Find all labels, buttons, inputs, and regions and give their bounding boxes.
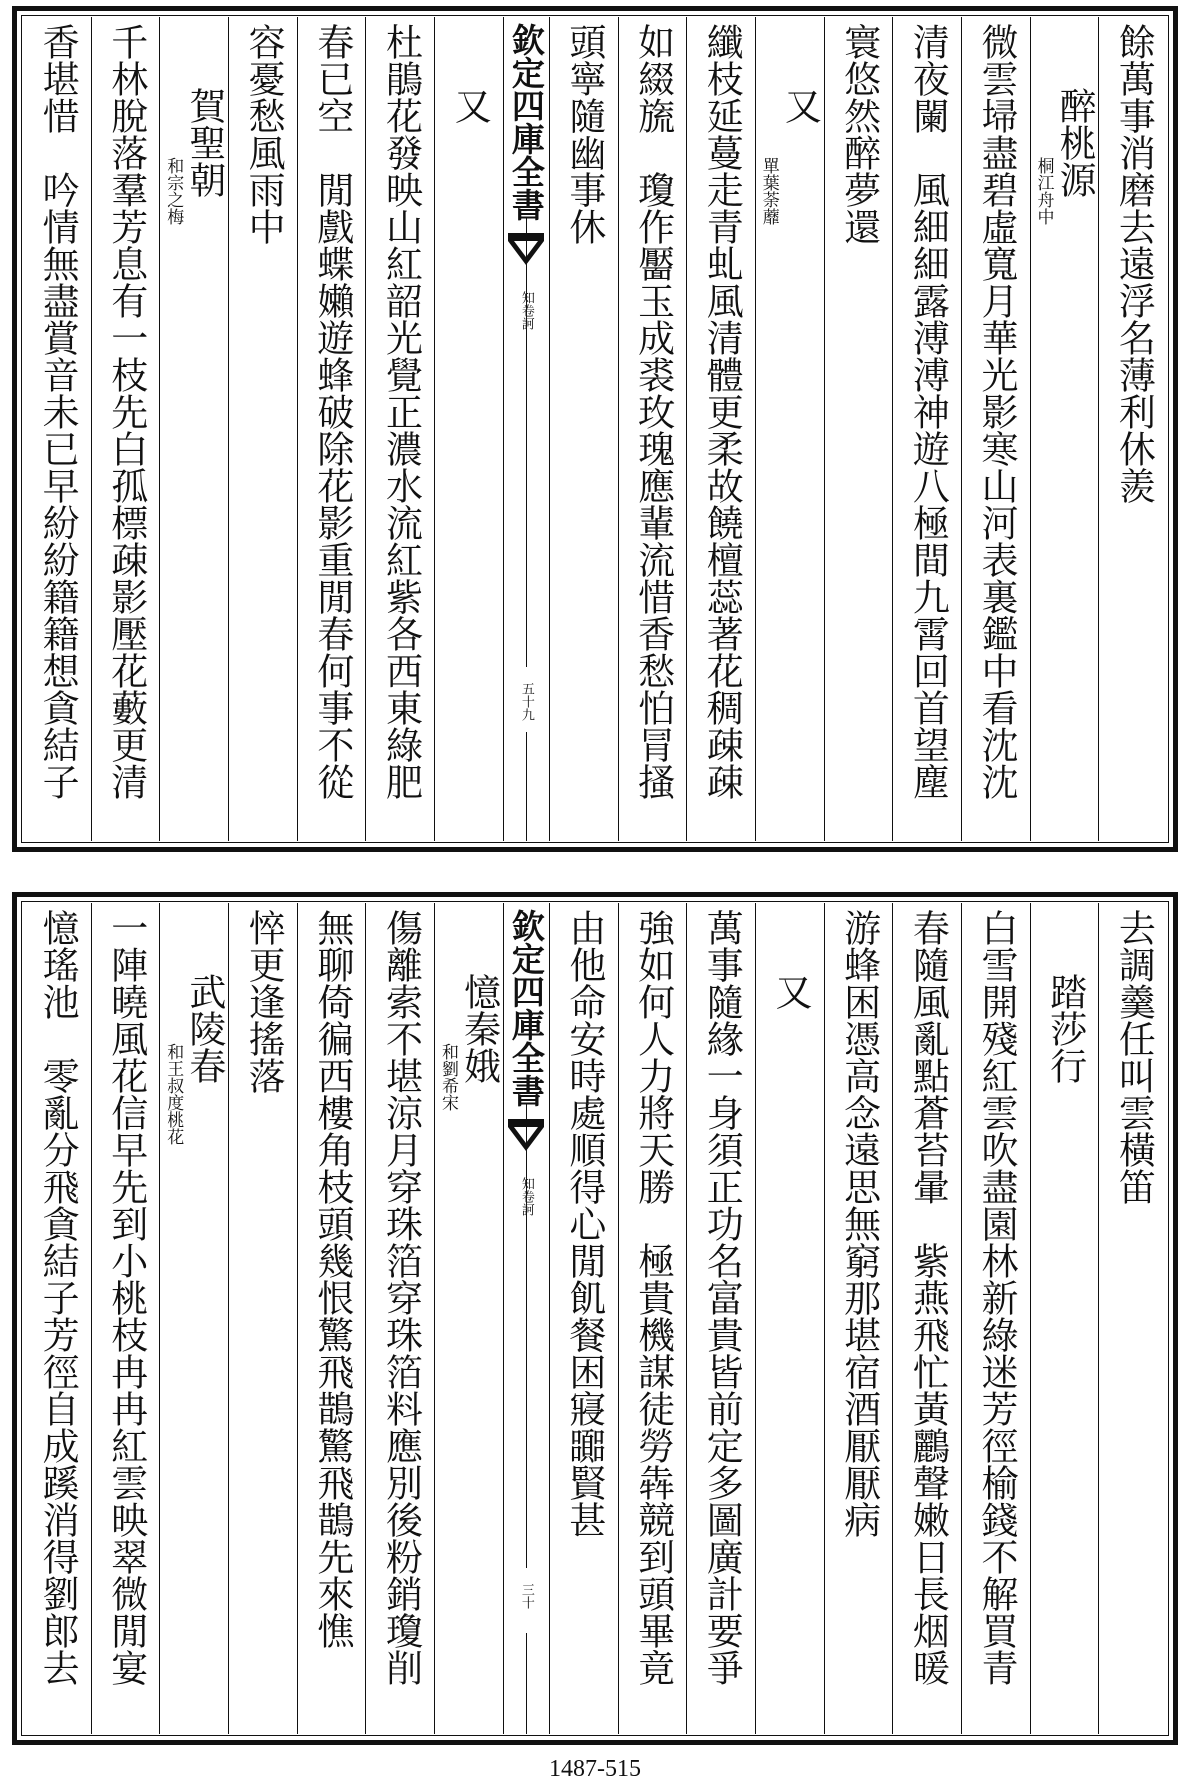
text-column	[549, 903, 618, 1734]
text-column	[686, 903, 755, 1734]
poem-line: 憶瑤池 零亂分飛貪結子芳徑自成蹊消得劉郎去	[36, 909, 80, 1686]
poem-line: 容憂愁風雨中	[242, 23, 286, 245]
text-column	[892, 903, 961, 1734]
text-column	[228, 903, 297, 1734]
text-column	[297, 903, 366, 1734]
poem-note: 桐江舟中	[1033, 157, 1054, 225]
text-column	[365, 903, 434, 1734]
poem-note: 單葉荼蘼	[758, 157, 779, 225]
poem-line: 寰悠然醉夢還	[837, 23, 881, 245]
gutter-page-number: 五十九	[518, 682, 534, 721]
poem-title: 武陵春	[182, 973, 226, 1084]
gutter-volume-label: 知卷訶	[518, 291, 534, 330]
poem-line: 由他命安時處順得心閒飢餐困寢嚻賢甚	[562, 909, 606, 1538]
page-footer-number: 1487-515	[549, 1756, 641, 1782]
center-gutter	[503, 903, 549, 1734]
poem-line: 白雪開殘紅雲吹盡園林新綠迷芳徑榆錢不解買青	[975, 909, 1019, 1686]
poem-line: 一陣曉風花信早先到小桃枝冉冉紅雲映翠微閒宴	[104, 909, 148, 1686]
text-column	[23, 17, 91, 841]
text-column	[618, 17, 687, 841]
text-column	[91, 903, 160, 1734]
poem-line: 香堪惜 吟情無盡賞音未已早紛紛籍籍想貪結子	[36, 23, 80, 800]
text-column	[1030, 17, 1099, 841]
text-column	[434, 903, 503, 1734]
gutter-rule	[526, 1103, 527, 1568]
text-column	[159, 903, 228, 1734]
gutter-rule	[526, 732, 527, 841]
text-column	[1098, 17, 1167, 841]
text-column	[549, 17, 618, 841]
poem-line: 餘萬事消磨去遠浮名薄利休羨	[1112, 23, 1156, 504]
poem-line: 如綴旒 瓊作靨玉成裘玫瑰應輩流惜香愁怕冐搔	[631, 23, 675, 800]
poem-title: 憶秦娥	[457, 973, 501, 1084]
text-column	[434, 17, 503, 841]
poem-line: 無聊倚徧西樓角枝頭幾恨驚飛鵲驚飛鵲先來憔	[310, 909, 354, 1649]
poem-line: 春已空 閒戲蝶嬾遊蜂破除花影重閒春何事不從	[310, 23, 354, 800]
text-column	[228, 17, 297, 841]
poem-line: 去調羹任叫雲橫笛	[1112, 909, 1156, 1205]
poem-line: 春隨風亂點蒼苔暈 紫燕飛忙黃鸝聲嫩日長烟暖	[906, 909, 950, 1686]
columns-bottom	[23, 903, 1167, 1734]
text-column	[365, 17, 434, 841]
text-column	[297, 17, 366, 841]
gutter-rule	[526, 1633, 527, 1734]
poem-line: 千林脫落羣芳息有一枝先白孤標疎影壓花藪更清	[104, 23, 148, 800]
text-column	[23, 903, 91, 1734]
text-column	[824, 17, 893, 841]
poem-line: 清夜闌 風細細露溥溥神遊八極間九霄回首望塵	[906, 23, 950, 800]
text-column	[1030, 903, 1099, 1734]
poem-note: 和宗之梅	[163, 157, 184, 225]
text-column	[824, 903, 893, 1734]
poem-note: 和劉希宋	[438, 1043, 459, 1111]
page-bottom	[12, 892, 1178, 1745]
gutter-page-number: 三十	[518, 1583, 534, 1609]
poem-note: 和王叔度桃花	[163, 1043, 184, 1145]
text-column	[1098, 903, 1167, 1734]
poem-title: 又	[778, 87, 822, 124]
columns-top	[23, 17, 1167, 841]
poem-line: 杜鵑花發映山紅韶光覺正濃水流紅紫各西東綠肥	[379, 23, 423, 800]
poem-line: 萬事隨緣一身須正功名富貴皆前定多圖廣計要爭	[700, 909, 744, 1686]
gutter-rule	[526, 217, 527, 667]
text-column	[755, 903, 824, 1734]
text-column	[91, 17, 160, 841]
text-column	[159, 17, 228, 841]
poem-line: 游蜂困憑高念遠思無窮那堪宿酒厭厭病	[837, 909, 881, 1538]
poem-title: 又	[768, 973, 812, 1010]
text-column	[961, 17, 1030, 841]
poem-title: 醉桃源	[1053, 87, 1097, 198]
text-column	[755, 17, 824, 841]
poem-line: 悴更逢搖落	[242, 909, 286, 1094]
poem-line: 微雲埽盡碧虛寬月華光影寒山河表裏鑑中看沈沈	[975, 23, 1019, 800]
gutter-book-title: 欽定四庫全書	[506, 23, 546, 221]
gutter-volume-label: 知卷訶	[518, 1177, 534, 1216]
poem-line: 強如何人力將天勝 極貴機謀徒勞犇競到頭畢竟	[631, 909, 675, 1686]
gutter-book-title: 欽定四庫全書	[506, 909, 546, 1107]
poem-line: 纖枝延蔓走青虬風清體更柔故饒檀蕊著花稠疎疎	[700, 23, 744, 800]
poem-line: 傷離索不堪涼月穿珠箔穿珠箔料應別後粉銷瓊削	[379, 909, 423, 1686]
text-column	[686, 17, 755, 841]
page-top	[12, 6, 1178, 852]
poem-title: 又	[448, 87, 492, 124]
text-column	[961, 903, 1030, 1734]
poem-line: 頭寧隨幽事休	[562, 23, 606, 245]
center-gutter	[503, 17, 549, 841]
text-column	[892, 17, 961, 841]
text-column	[618, 903, 687, 1734]
poem-title: 賀聖朝	[182, 87, 226, 198]
poem-title: 踏莎行	[1043, 973, 1087, 1084]
